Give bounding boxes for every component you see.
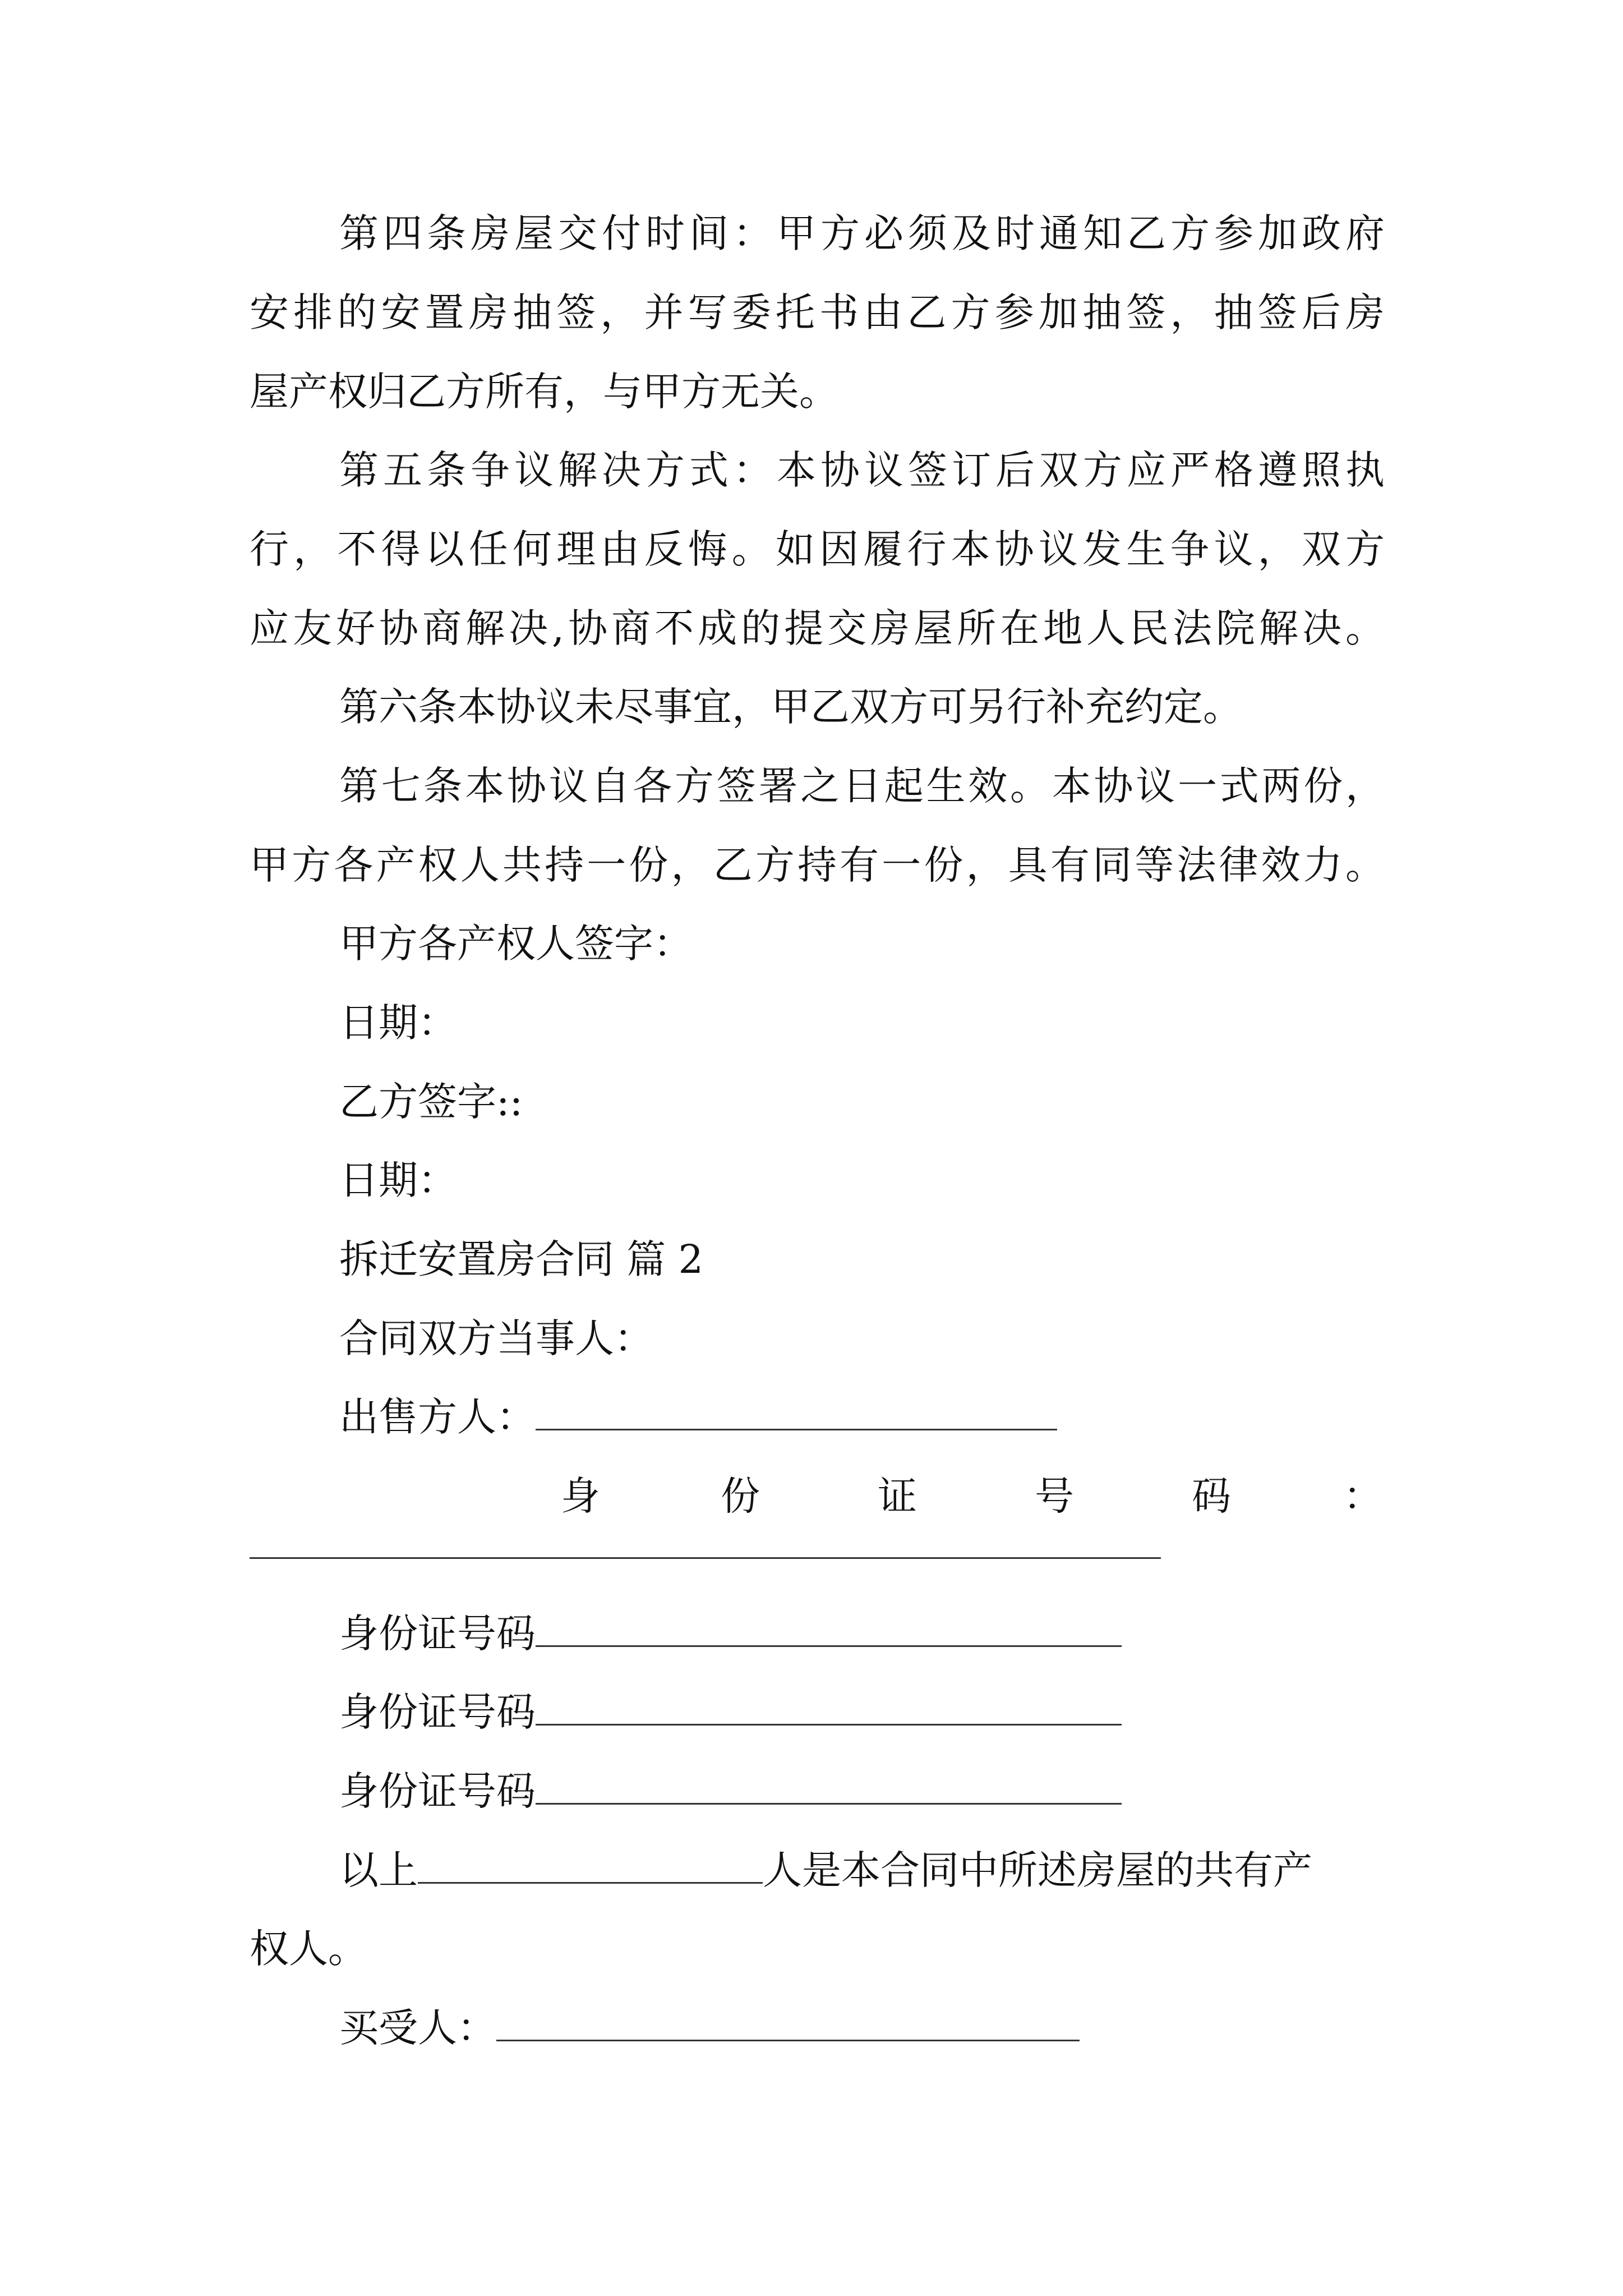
article-6: 第六条本协议未尽事宜，甲乙双方可另行补充约定。	[339, 684, 1242, 730]
id-number-line-2	[0, 1684, 1623, 1740]
id-char: 身	[561, 1473, 600, 1519]
id-number-line-3	[0, 1763, 1623, 1819]
party-b-signature-label: 乙方签字::	[339, 1079, 523, 1125]
id-char: ：	[1343, 1473, 1382, 1519]
id-number-spaced-line	[0, 1468, 1623, 1524]
date-label-2: 日期：	[339, 1157, 457, 1203]
co-owner-prefix: 以上	[339, 1847, 418, 1893]
buyer-label: 买受人：	[339, 2005, 496, 2051]
article-5-line-2: 行，不得以任何理由反悔。如因履行本协议发生争议，双方	[250, 526, 1385, 572]
article-5-line-3: 应友好协商解决,协商不成的提交房屋所在地人民法院解决。	[250, 605, 1385, 651]
article-7-line-1: 第七条本协议自各方签署之日起生效。本协议一式两份，	[339, 763, 1385, 809]
buyer-blank	[496, 2004, 1080, 2041]
id-char: 证	[878, 1473, 917, 1519]
seller-blank	[536, 1393, 1057, 1430]
contract-2-title: 拆迁安置房合同 篇 2	[339, 1236, 704, 1282]
article-7-line-2: 甲方各产权人共持一份，乙方持有一份，具有同等法律效力。	[250, 842, 1385, 888]
id-char: 份	[721, 1473, 760, 1519]
article-5-line-1: 第五条争议解决方式：本协议签订后双方应严格遵照执	[339, 447, 1385, 493]
article-4-line-1: 第四条房屋交付时间：甲方必须及时通知乙方参加政府	[339, 210, 1385, 256]
id-char: 号	[1035, 1473, 1074, 1519]
contract-parties-label: 合同双方当事人：	[339, 1315, 653, 1361]
co-owner-line-1	[0, 1842, 1623, 1898]
id-number-blank-long	[250, 1557, 1161, 1559]
article-4-line-2: 安排的安置房抽签，并写委托书由乙方参加抽签，抽签后房	[250, 289, 1385, 335]
seller-label: 出售方人：	[339, 1394, 536, 1440]
article-4-line-3: 屋产权归乙方所有，与甲方无关。	[250, 369, 838, 415]
id-blank	[536, 1767, 1122, 1805]
co-owner-suffix: 人是本合同中所述房屋的共有产	[763, 1847, 1312, 1893]
id-char: 码	[1192, 1473, 1231, 1519]
id-label: 身份证号码	[339, 1768, 536, 1814]
co-owner-line-2: 权人。	[250, 1926, 367, 1972]
seller-line	[0, 1389, 1623, 1445]
id-blank	[536, 1688, 1122, 1726]
co-owner-blank	[418, 1846, 763, 1884]
id-blank	[536, 1609, 1122, 1647]
date-label-1: 日期：	[339, 1000, 457, 1046]
party-a-signature-label: 甲方各产权人签字：	[339, 921, 693, 967]
buyer-line	[0, 2000, 1623, 2056]
id-number-line-1	[0, 1605, 1623, 1662]
id-label: 身份证号码	[339, 1689, 536, 1735]
id-label: 身份证号码	[339, 1611, 536, 1657]
